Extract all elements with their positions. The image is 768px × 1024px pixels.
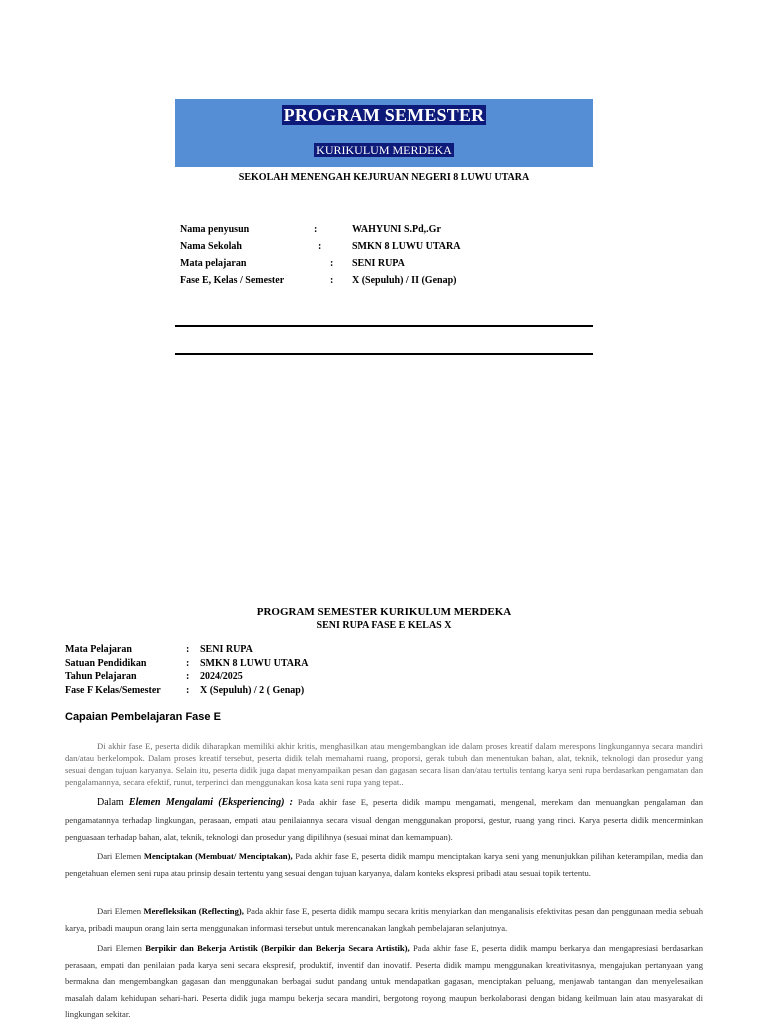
divider-line [175,353,593,355]
paragraph-prefix: Dari Elemen [97,943,146,953]
info-value: SENI RUPA [352,258,405,269]
info-row-school [0,241,768,258]
program-subtitle: SENI RUPA FASE E KELAS X [316,620,452,631]
meta-colon: : [186,658,190,669]
paragraph-artistic-thinking [65,940,703,1023]
paragraph-body: Pada akhir fase E, peserta didik mampu menciptakan karya seni yang menunjukkan pilihan keterampilan, media dan pengetahuan elemen seni rupa atau prinsip desain tertentu yang sesuai dengan tujuan karyanya, dalam konteks ekspresi pribadi atau sesuai topik tertentu. [65,851,704,878]
divider-line [175,325,593,327]
cover-title [175,105,593,126]
meta-label: Mata Pelajaran [65,644,132,655]
meta-value: X (Sepuluh) / 2 ( Genap) [200,685,305,696]
meta-value: SMKN 8 LUWU UTARA [200,658,309,669]
info-label: Nama penyusun [180,224,250,235]
meta-label: Satuan Pendidikan [65,658,147,669]
cover-subtitle-text: KURIKULUM MERDEKA [316,143,452,157]
paragraph-reflecting [65,903,703,937]
program-title: PROGRAM SEMESTER KURIKULUM MERDEKA [256,606,512,618]
info-value: SMKN 8 LUWU UTARA [352,241,461,252]
school-name: SEKOLAH MENENGAH KEJURUAN NEGERI 8 LUWU UTARA [238,172,530,183]
paragraph-experiencing [65,794,703,847]
paragraph-lead: Merefleksikan (Reflecting), [143,906,244,916]
paragraph-body: Pada akhir fase E, peserta didik mampu berkarya dan mengapresiasi berdasarkan perasaan, empati dan penilaian pada karya seni secara ekspresif, produktif, inventif dan inovatif. Peserta didik mampu menggunakan kreativitasnya, mengajukan pertanyaan yang bermakna dan mengembangkan gagasan dan menggunakan berbagai sudut pandang untuk mendapatkan gagasan, menciptakan peluang, menjawab tantangan dan menyelesaikan masalah dalam kehidupan sehari-hari. Peserta didik juga mampu bekerja secara mandiri, bergotong royong maupun berkolaborasi dengan bidang keilmuan lain atau masyarakat di lingkungan sekitar. [65,943,703,1019]
info-colon: : [318,241,322,252]
paragraph-lead: Menciptakan (Membuat/ Menciptakan), [143,851,293,861]
paragraph-creating [65,848,703,882]
meta-colon: : [186,671,190,682]
paragraph-lead: Berpikir dan Bekerja Artistik (Berpikir dan Bekerja Secara Artistik), [145,943,410,953]
meta-colon: : [186,685,190,696]
cover-subtitle [175,141,593,159]
info-row-subject [0,258,768,275]
section-heading: Capaian Pembelajaran Fase E [65,711,221,723]
paragraph-body: Pada akhir fase E, peserta didik mampu secara kritis menyiarkan dan menganalisis efektivitas pesan dan penggunaan media sebuah karya, pribadi maupun orang lain serta menggunakan informasi tersebut untuk merencanakan langkah pembelajaran selanjutnya. [65,906,703,933]
info-colon: : [330,258,334,269]
intro-paragraph: Di akhir fase E, peserta didik diharapkan memiliki akhir kritis, menghasilkan atau mengembangkan ide dalam proses kreatif dalam merespons lingkungannya secara mandiri dan/atau berkelompok. Dalam proses kreatif tersebut, peserta didik telah memahami ruang, proporsi, gerak tubuh dan menentukan bahan, alat, teknik, teknologi dan prosedur yang sesuai dengan tujuan karyanya. Selain itu, peserta didik juga dapat menyampaikan pesan dan gagasan secara lisan dan/atau tertulis tentang karya seni rupa berdasarkan pengamatan dan pengalamannya, secara efektif, runut, terperinci dan menggunakan kosa kata seni rupa yang tepat.. [65,741,703,787]
cover-header-band [175,99,593,167]
meta-colon: : [186,644,190,655]
paragraph-prefix: Dalam [97,797,129,808]
meta-label: Tahun Pelajaran [65,671,137,682]
info-row-author [0,224,768,241]
paragraph-prefix: Dari Elemen [97,851,144,861]
info-label: Fase E, Kelas / Semester [180,275,285,286]
paragraph-body: Pada akhir fase E, peserta didik mampu mengamati, mengenal, merekam dan menuangkan pengalaman dan pengamatannya terhadap lingkungan, perasaan, empati atau penilaiannya secara visual dengan menggunakan proporsi, gestur, ruang yang rinci. Karya peserta didik mencerminkan penguasaan terhadap bahan, alat, teknik, teknologi dan prosedur yang dipilihnya (sesuai minat dan kemampuan). [65,797,703,842]
info-label: Mata pelajaran [180,258,247,269]
meta-label: Fase F Kelas/Semester [65,685,161,696]
info-colon: : [314,224,318,235]
info-row-phase [0,275,768,292]
meta-value: 2024/2025 [200,671,243,682]
info-colon: : [330,275,334,286]
cover-title-text: PROGRAM SEMESTER [283,105,485,125]
info-value: WAHYUNI S.Pd,.Gr [352,224,441,235]
paragraph-lead: Elemen Mengalami (Eksperiencing) : [128,797,293,808]
info-value: X (Sepuluh) / II (Genap) [352,275,457,286]
meta-value: SENI RUPA [200,644,253,655]
info-label: Nama Sekolah [180,241,242,252]
paragraph-prefix: Dari Elemen [97,906,144,916]
